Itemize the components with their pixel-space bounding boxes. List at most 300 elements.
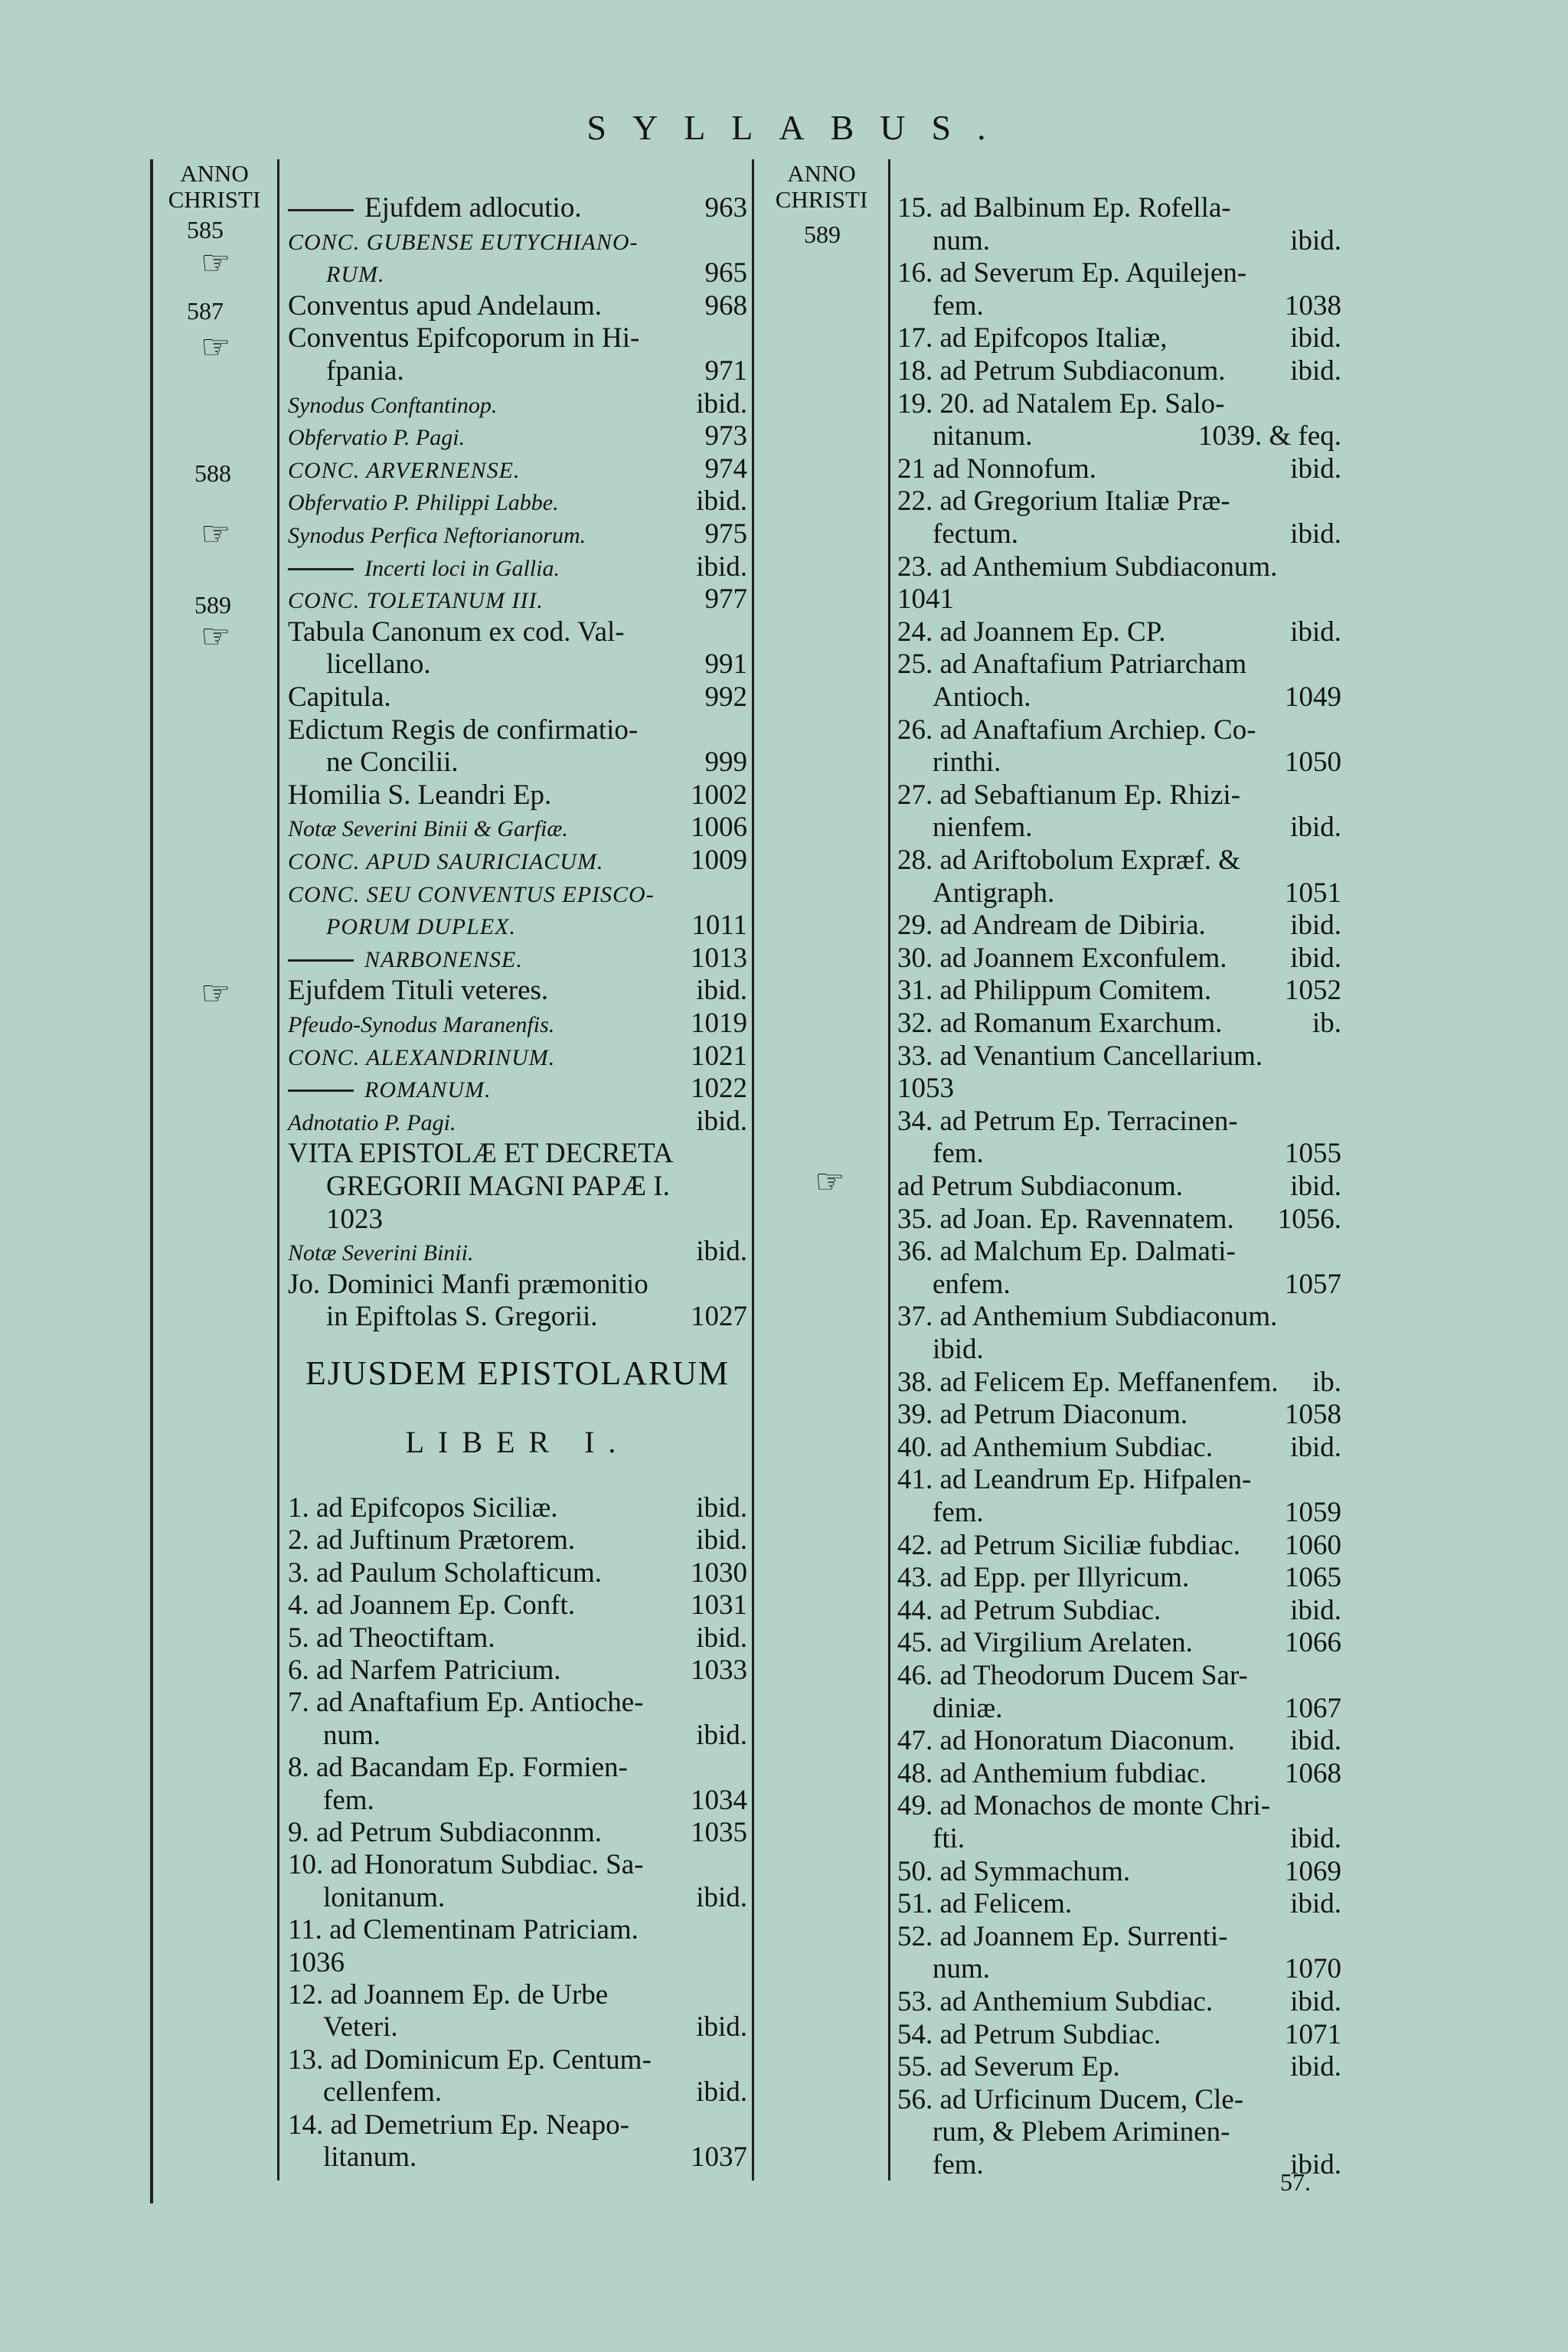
entry-title: 34. ad Petrum Ep. Terracinen-: [897, 1105, 1238, 1137]
index-entry: [288, 2076, 747, 2109]
index-entry: [288, 289, 747, 323]
entry-title: 10. ad Honoratum Subdiac. Sa-: [288, 1849, 644, 1881]
entry-title: fem.: [933, 1138, 984, 1170]
page-number: 965: [704, 257, 747, 289]
liber-heading: LIBER I.: [405, 1425, 630, 1459]
entry-title: CONC. ARVERNENSE.: [288, 457, 521, 483]
index-entry: [897, 616, 1341, 649]
entry-title: 43. ad Epp. per Illyricum.: [897, 1562, 1190, 1594]
entry-title: 44. ad Petrum Subdiac.: [897, 1594, 1161, 1626]
entry-title: 9. ad Petrum Subdiaconnm.: [288, 1817, 603, 1848]
page-number: ibid.: [696, 1492, 747, 1524]
index-entry: [897, 2083, 1341, 2117]
left-anno-label: [153, 161, 276, 213]
index-entry: [288, 2043, 747, 2077]
index-entry: [897, 1137, 1341, 1171]
entry-title: Conventus apud Andelaum.: [288, 289, 603, 322]
entry-title: fem.: [323, 1784, 374, 1816]
index-entry: [897, 909, 1341, 942]
entry-title: 11. ad Clementinam Patriciam.: [288, 1914, 639, 1946]
index-entry: [288, 224, 747, 258]
entry-title: 46. ad Theodorum Ducem Sar-: [897, 1660, 1248, 1691]
page-number: 1060: [1285, 1529, 1341, 1561]
section-heading: EJUSDEM EPISTOLARUM: [305, 1354, 730, 1392]
index-entry: [288, 1848, 747, 1882]
index-entry: [288, 1072, 747, 1106]
index-entry: [897, 714, 1341, 747]
page-number: 963: [704, 192, 747, 224]
page-number: 1011: [691, 910, 747, 942]
page-number: 1021: [691, 1040, 747, 1072]
page-number: 1009: [691, 844, 747, 876]
index-entry: [288, 256, 747, 290]
entry-title: ROMANUM.: [364, 1077, 492, 1103]
entry-title: num.: [323, 1719, 381, 1751]
entry-title: num.: [933, 224, 991, 256]
index-entry: [288, 942, 747, 975]
index-entry: [897, 746, 1341, 779]
index-entry: [288, 1816, 747, 1850]
index-entry: [897, 1105, 1341, 1138]
index-entry: [897, 1366, 1341, 1400]
index-entry: [897, 354, 1341, 388]
entry-title: fti.: [933, 1823, 965, 1854]
entry-title: 45. ad Virgilium Arelaten.: [897, 1627, 1193, 1659]
year-589: 589: [194, 591, 231, 619]
entry-title: 47. ad Honoratum Diaconum.: [897, 1725, 1235, 1757]
index-entry: [288, 1784, 747, 1818]
index-entry: [897, 779, 1341, 812]
index-entry: [288, 354, 747, 388]
index-entry: [288, 1268, 747, 1302]
entry-title: Obfervatio P. Pagi.: [288, 425, 466, 451]
index-entry: [288, 2011, 747, 2044]
page-number: ibid.: [1290, 1594, 1341, 1626]
entry-title: CONC. TOLETANUM III.: [288, 588, 544, 614]
year-589: 589: [804, 220, 841, 248]
page-number: ibid.: [696, 975, 747, 1007]
entry-title: Homilia S. Leandri Ep.: [288, 779, 552, 811]
entry-title: enfem.: [933, 1268, 1011, 1300]
entry-title: licellano.: [326, 648, 431, 681]
entry-title: 35. ad Joan. Ep. Ravennatem.: [897, 1203, 1234, 1235]
page-number: ibid.: [1290, 1725, 1341, 1757]
entry-title: lonitanum.: [323, 1881, 446, 1913]
index-entry: [288, 746, 747, 779]
page-number: ibid.: [1290, 616, 1341, 648]
entry-title: 36. ad Malchum Ep. Dalmati-: [897, 1236, 1236, 1268]
index-entry: [288, 1719, 747, 1753]
index-entry: [288, 877, 747, 910]
entry-title: Conventus Epifcoporum in Hi-: [288, 322, 640, 354]
page-number: 1051: [1285, 877, 1341, 909]
entry-title: Capitula.: [288, 681, 391, 713]
pointing-hand-icon: ☞: [201, 244, 231, 282]
index-entry: [897, 289, 1341, 323]
entry-title: Incerti loci in Gallia.: [364, 555, 560, 581]
right-letters-column: [897, 191, 1341, 2182]
page-number: 1019: [691, 1008, 747, 1039]
page-number: 999: [704, 746, 747, 779]
index-entry: [897, 583, 1341, 616]
index-entry: [897, 1952, 1341, 1986]
entry-title: 1036: [288, 1946, 345, 1978]
index-entry: [288, 1686, 747, 1720]
index-entry: [897, 256, 1341, 290]
entry-title: 14. ad Demetrium Ep. Neapo-: [288, 2109, 629, 2141]
entry-title: VITA EPISTOLÆ ET DECRETA: [288, 1138, 674, 1170]
page-number: ibid.: [696, 2076, 747, 2109]
page-number: ibid.: [696, 1881, 747, 1913]
page-number: 1037: [691, 2141, 747, 2173]
index-entry: [897, 1398, 1341, 1432]
page-number: 1027: [691, 1301, 747, 1333]
page-number: 973: [704, 420, 747, 452]
index-entry: [897, 974, 1341, 1008]
entry-title: 54. ad Petrum Subdiac.: [897, 2018, 1161, 2050]
index-entry: [897, 1203, 1341, 1236]
entry-title: 17. ad Epifcopos Italiæ,: [897, 322, 1168, 354]
index-entry: [288, 714, 747, 747]
index-entry: [897, 485, 1341, 518]
entry-title: PORUM DUPLEX.: [326, 914, 516, 940]
index-entry: [897, 1300, 1341, 1334]
index-entry: [897, 1431, 1341, 1465]
index-entry: [897, 191, 1341, 225]
index-entry: [288, 2141, 747, 2174]
left-outer-rule: [150, 159, 153, 2203]
page-number: 1006: [691, 812, 747, 844]
page-number: 1066: [1285, 1627, 1341, 1659]
index-entry: [897, 1040, 1341, 1073]
index-entry: [288, 1105, 747, 1138]
entry-title: 1053: [897, 1073, 954, 1105]
page-number: ibid.: [696, 1719, 747, 1751]
index-entry: [288, 1946, 747, 1980]
page-number: ibid.: [1290, 910, 1341, 942]
index-entry: [897, 1757, 1341, 1791]
page-number: 1071: [1285, 2018, 1341, 2050]
ditto-dash: [288, 209, 354, 211]
entry-title: 33. ad Venantium Cancellarium.: [897, 1040, 1263, 1072]
index-entry: [897, 844, 1341, 877]
ditto-dash: [288, 568, 354, 570]
index-entry: [897, 1822, 1341, 1856]
entry-title: Notæ Severini Binii.: [288, 1240, 474, 1266]
entry-title: cellenfem.: [323, 2076, 443, 2109]
index-entry: [288, 420, 747, 453]
pointing-hand-icon: ☞: [201, 328, 231, 366]
entry-title: nitanum.: [933, 420, 1033, 452]
index-entry: [288, 1751, 747, 1785]
entry-title: 4. ad Joannem Ep. Conft.: [288, 1589, 576, 1622]
page-number: ibid.: [696, 387, 747, 420]
page-number: 1033: [691, 1655, 747, 1686]
entry-title: 49. ad Monachos de monte Chri-: [897, 1790, 1271, 1822]
entry-title: Pfeudo-Synodus Maranenfis.: [288, 1012, 555, 1037]
index-entry: [897, 681, 1341, 714]
index-entry: [288, 1203, 747, 1236]
entry-title: 39. ad Petrum Diaconum.: [897, 1399, 1188, 1431]
entry-title: Ejufdem adlocutio.: [364, 192, 582, 224]
index-entry: [288, 1137, 747, 1171]
page-number: 968: [704, 289, 747, 322]
index-entry: [288, 1622, 747, 1655]
page-number: 992: [704, 681, 747, 713]
entry-title: 22. ad Gregorium Italiæ Præ-: [897, 485, 1230, 518]
left-letters-column: [288, 1491, 747, 2196]
index-entry: [288, 1881, 747, 1915]
entry-title: 19. 20. ad Natalem Ep. Salo-: [897, 387, 1225, 420]
entry-title: 5. ad Theoctiftam.: [288, 1622, 495, 1654]
page-number: 975: [704, 518, 747, 550]
entry-title: 28. ad Ariftobolum Expræf. &: [897, 844, 1241, 876]
page-number: ib.: [1312, 1366, 1341, 1398]
page-number: 1058: [1285, 1399, 1341, 1431]
entry-title: Synodus Perfica Neftorianorum.: [288, 523, 586, 548]
christi-word: CHRISTI: [775, 186, 868, 213]
page-number: 977: [704, 583, 747, 616]
entry-title: rum, & Plebem Ariminen-: [933, 2116, 1230, 2148]
page-number: 1050: [1285, 746, 1341, 779]
index-entry: [288, 909, 747, 942]
page-number: 1034: [691, 1784, 747, 1816]
index-entry: [897, 2018, 1341, 2052]
index-entry: [288, 485, 747, 518]
index-entry: [897, 2115, 1341, 2149]
index-entry: [288, 811, 747, 844]
index-entry: [897, 1333, 1341, 1367]
entry-title: 41. ad Leandrum Ep. Hifpalen-: [897, 1464, 1252, 1496]
left-contents-column: [288, 191, 747, 1340]
page-number: 1022: [691, 1073, 747, 1105]
index-entry: [897, 942, 1341, 975]
index-entry: [897, 1626, 1341, 1660]
entry-title: 53. ad Anthemium Subdiac.: [897, 1986, 1214, 2017]
entry-title: GREGORII MAGNI PAPÆ I.: [326, 1171, 670, 1202]
entry-title: 31. ad Philippum Comitem.: [897, 975, 1212, 1007]
index-entry: [288, 1557, 747, 1590]
entry-title: 3. ad Paulum Scholafticum.: [288, 1557, 603, 1589]
entry-title: 24. ad Joannem Ep. CP.: [897, 616, 1166, 648]
entry-title: NARBONENSE.: [364, 946, 523, 972]
page-number: 1057: [1285, 1268, 1341, 1300]
page-number: 1038: [1285, 289, 1341, 322]
page-number: ibid.: [696, 550, 747, 583]
index-entry: [288, 1170, 747, 1204]
entry-title: 26. ad Anaftafium Archiep. Co-: [897, 714, 1256, 746]
entry-title: Notæ Severini Binii & Garfiæ.: [288, 816, 568, 842]
page-number: ibid.: [1290, 1431, 1341, 1463]
entry-title: 40. ad Anthemium Subdiac.: [897, 1431, 1214, 1463]
index-entry: [288, 1040, 747, 1073]
page-number: ibid.: [1290, 322, 1341, 354]
entry-title: 29. ad Andream de Dibiria.: [897, 910, 1206, 942]
entry-title: 16. ad Severum Ep. Aquilejen-: [897, 257, 1247, 289]
page-number: 1065: [1285, 1562, 1341, 1594]
index-entry: [288, 1589, 747, 1622]
entry-title: 42. ad Petrum Siciliæ fubdiac.: [897, 1529, 1241, 1561]
entry-title: Jo. Dominici Manfi præmonitio: [288, 1268, 648, 1300]
index-entry: [897, 877, 1341, 910]
entry-title: 37. ad Anthemium Subdiaconum.: [897, 1301, 1278, 1333]
page-number: 991: [704, 648, 747, 681]
entry-title: Antigraph.: [933, 877, 1055, 909]
page-number: ibid.: [1290, 224, 1341, 256]
index-entry: [897, 1887, 1341, 1921]
entry-title: Synodus Conftantinop.: [288, 392, 498, 418]
entry-title: CONC. SEU CONVENTUS EPISCO-: [288, 881, 655, 907]
entry-title: Obfervatio P. Philippi Labbe.: [288, 490, 559, 516]
year-587: 587: [187, 297, 224, 325]
index-entry: [897, 1692, 1341, 1726]
index-entry: [288, 1913, 747, 1947]
index-entry: [288, 844, 747, 877]
index-entry: [288, 1300, 747, 1334]
entry-title: 1. ad Epifcopos Siciliæ.: [288, 1492, 558, 1524]
page-number: 1059: [1285, 1497, 1341, 1528]
index-entry: [897, 550, 1341, 584]
index-entry: [897, 811, 1341, 844]
entry-title: 38. ad Felicem Ep. Meffanenfem.: [897, 1366, 1279, 1398]
index-entry: [288, 322, 747, 355]
page-number: 971: [704, 355, 747, 387]
page-number: ibid.: [1290, 1171, 1341, 1202]
index-entry: [897, 1594, 1341, 1628]
entry-title: 48. ad Anthemium fubdiac.: [897, 1757, 1207, 1789]
page-number: ib.: [1312, 1008, 1341, 1039]
index-entry: [897, 2148, 1341, 2182]
page-number: 1049: [1285, 681, 1341, 713]
index-entry: [897, 2050, 1341, 2084]
entry-title: fem.: [933, 1497, 984, 1528]
page-header: SYLLABUS.: [586, 108, 1012, 147]
entry-title: nienfem.: [933, 812, 1033, 844]
entry-title: Adnotatio P. Pagi.: [288, 1109, 456, 1135]
index-entry: [897, 1985, 1341, 2019]
page-number: 1069: [1285, 1855, 1341, 1887]
entry-title: 51. ad Felicem.: [897, 1888, 1073, 1920]
entry-title: CONC. GUBENSE EUTYCHIANO-: [288, 229, 639, 255]
entry-title: num.: [933, 1953, 991, 1985]
page-number: ibid.: [696, 1524, 747, 1557]
anno-word: ANNO: [180, 160, 249, 187]
page-number: 1030: [691, 1557, 747, 1589]
index-entry: [897, 1072, 1341, 1106]
page-number: ibid.: [696, 1236, 747, 1268]
index-entry: [897, 1496, 1341, 1530]
page-number: ibid.: [1290, 812, 1341, 844]
page-number: ibid.: [1290, 942, 1341, 974]
index-entry: [897, 1659, 1341, 1693]
page-number: 974: [704, 452, 747, 485]
entry-title: 15. ad Balbinum Ep. Rofella-: [897, 192, 1231, 224]
entry-title: 50. ad Symmachum.: [897, 1855, 1131, 1887]
entry-title: 2. ad Juftinum Prætorem.: [288, 1524, 576, 1557]
page-number: 1068: [1285, 1757, 1341, 1789]
entry-title: fem.: [933, 289, 984, 322]
index-entry: [897, 1561, 1341, 1595]
entry-title: Tabula Canonum ex cod. Val-: [288, 616, 625, 648]
page-number: ibid.: [696, 1105, 747, 1137]
entry-title: RUM.: [326, 262, 385, 288]
entry-title: 25. ad Anaftafium Patriarcham: [897, 648, 1247, 681]
page-number: ibid.: [1290, 2149, 1341, 2180]
left-inner-rule: [277, 159, 279, 2180]
index-entry: [288, 1491, 747, 1525]
entry-title: CONC. APUD SAURICIACUM.: [288, 849, 604, 874]
index-entry: [288, 583, 747, 616]
index-entry: [897, 452, 1341, 486]
entry-title: ad Petrum Subdiaconum.: [897, 1171, 1184, 1202]
page-number: 1031: [691, 1589, 747, 1622]
christi-word: CHRISTI: [168, 186, 261, 213]
index-entry: [897, 1268, 1341, 1302]
page-number: ibid.: [1290, 1986, 1341, 2017]
index-entry: [288, 518, 747, 551]
entry-title: Ejufdem Tituli veteres.: [288, 975, 549, 1007]
page-number: ibid.: [1290, 452, 1341, 485]
index-entry: [288, 387, 747, 421]
entry-title: ne Concilii.: [326, 746, 459, 779]
year-585: 585: [187, 216, 224, 243]
entry-title: 1023: [326, 1203, 383, 1235]
index-entry: [897, 387, 1341, 421]
entry-title: 23. ad Anthemium Subdiaconum.: [897, 550, 1278, 583]
entry-title: 32. ad Romanum Exarchum.: [897, 1008, 1223, 1039]
index-entry: [897, 518, 1341, 551]
entry-title: 1041: [897, 583, 954, 616]
center-rule: [752, 159, 754, 2180]
entry-title: fpania.: [326, 355, 404, 387]
index-entry: [897, 1855, 1341, 1889]
entry-title: litanum.: [323, 2141, 417, 2173]
index-entry: [897, 1920, 1341, 1954]
anno-word: ANNO: [787, 160, 856, 187]
year-588: 588: [194, 459, 231, 487]
entry-title: 18. ad Petrum Subdiaconum.: [897, 355, 1226, 387]
page-number: 1067: [1285, 1692, 1341, 1724]
index-entry: [897, 420, 1341, 453]
page-number: ibid.: [1290, 518, 1341, 550]
page-number: ibid.: [1290, 2051, 1341, 2083]
page-number: 1002: [691, 779, 747, 811]
entry-title: rinthi.: [933, 746, 1001, 779]
index-entry: [288, 550, 747, 584]
entry-title: 12. ad Joannem Ep. de Urbe: [288, 1979, 609, 2011]
right-anno-label: [756, 161, 887, 213]
index-entry: [288, 681, 747, 714]
page-number: ibid.: [1290, 1823, 1341, 1854]
entry-title: Edictum Regis de confirmatio-: [288, 714, 639, 746]
page-number: 1056.: [1277, 1203, 1341, 1235]
index-entry: [897, 1529, 1341, 1563]
index-entry: [897, 1463, 1341, 1497]
index-entry: [897, 648, 1341, 681]
ditto-dash: [288, 1089, 354, 1092]
index-entry: [288, 974, 747, 1008]
entry-title: 52. ad Joannem Ep. Surrenti-: [897, 1920, 1228, 1952]
index-entry: [288, 779, 747, 812]
index-entry: [897, 1235, 1341, 1269]
page-number: ibid.: [696, 1622, 747, 1654]
pointing-hand-icon: ☞: [201, 515, 231, 553]
index-entry: [288, 1654, 747, 1687]
page-number: ibid.: [696, 485, 747, 518]
pointing-hand-icon: ☞: [201, 618, 231, 655]
entry-title: 21 ad Nonnofum.: [897, 452, 1096, 485]
entry-title: 55. ad Severum Ep.: [897, 2051, 1120, 2083]
